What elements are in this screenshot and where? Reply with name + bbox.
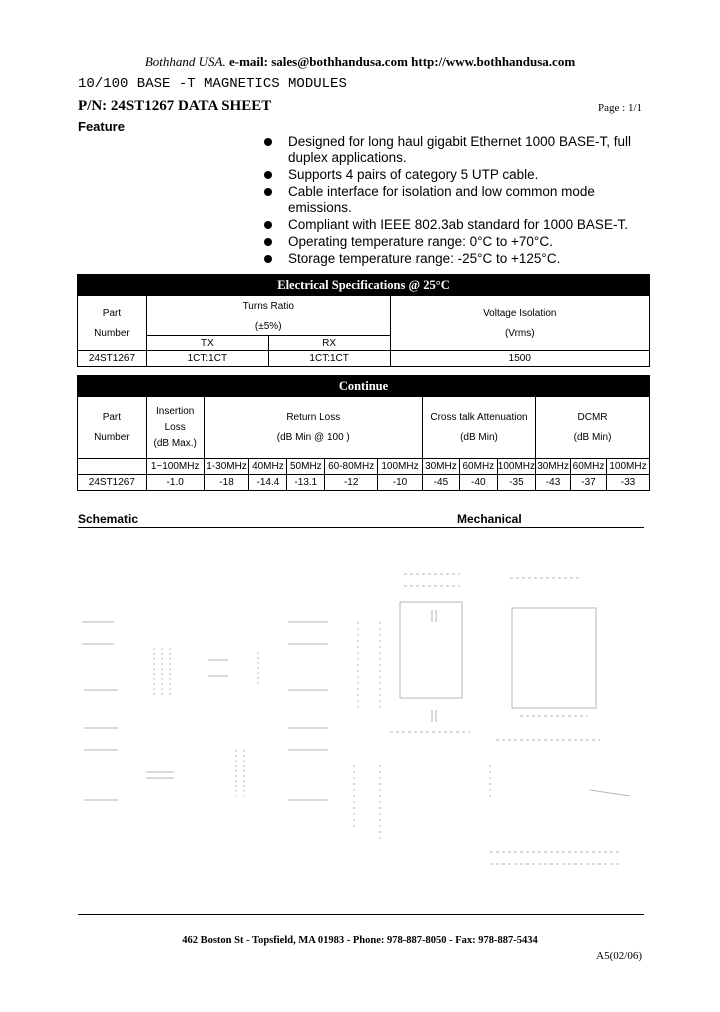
value-cell: -43 xyxy=(536,475,571,491)
rx-value: 1CT:1CT xyxy=(268,351,390,367)
freq-cell: 100MHz xyxy=(606,459,649,475)
freq-cell: 30MHz xyxy=(536,459,571,475)
document-title: 10/100 BASE -T MAGNETICS MODULES xyxy=(78,76,347,92)
revision-label: A5(02/06) xyxy=(596,950,642,962)
freq-cell: 50MHz xyxy=(287,459,325,475)
feature-item: Storage temperature range: -25°C to +125°C. xyxy=(262,251,642,267)
freq-cell: 1~100MHz xyxy=(146,459,204,475)
mechanical-drawing xyxy=(340,560,640,880)
value-cell: -37 xyxy=(571,475,607,491)
freq-cell: 60MHz xyxy=(459,459,497,475)
value-cell: -45 xyxy=(422,475,459,491)
value-cell: -12 xyxy=(325,475,378,491)
table-title: Electrical Specifications @ 25°C xyxy=(78,275,650,296)
part-cell: 24ST1267 xyxy=(78,475,147,491)
part-cell: 24ST1267 xyxy=(78,351,147,367)
feature-heading: Feature xyxy=(78,119,125,134)
freq-cell: 100MHz xyxy=(497,459,535,475)
value-cell: -33 xyxy=(606,475,649,491)
section-divider xyxy=(78,527,644,528)
value-cell: -40 xyxy=(459,475,497,491)
page-header xyxy=(0,54,720,70)
company-name: Bothhand USA. xyxy=(144,54,226,69)
value-cell: -35 xyxy=(497,475,535,491)
freq-cell: 60MHz xyxy=(571,459,607,475)
turns-tolerance: (±5%) xyxy=(146,318,390,336)
mechanical-heading: Mechanical xyxy=(457,512,522,526)
dcmr-header: DCMR (dB Min) xyxy=(536,397,650,459)
part-number-title: P/N: 24ST1267 DATA SHEET xyxy=(78,98,272,114)
value-cell: -14.4 xyxy=(249,475,287,491)
value-cell: -1.0 xyxy=(146,475,204,491)
feature-item: Designed for long haul gigabit Ethernet 1000 BASE-T, full duplex applications. xyxy=(262,134,642,166)
freq-cell: 30MHz xyxy=(422,459,459,475)
freq-cell: 100MHz xyxy=(378,459,423,475)
feature-item: Operating temperature range: 0°C to +70°C. xyxy=(262,234,642,250)
freq-cell: 40MHz xyxy=(249,459,287,475)
feature-item: Supports 4 pairs of category 5 UTP cable. xyxy=(262,167,642,183)
isolation-header: Voltage Isolation (Vrms) xyxy=(390,296,649,351)
feature-list xyxy=(262,134,642,268)
freq-cell: 60-80MHz xyxy=(325,459,378,475)
tx-value: 1CT:1CT xyxy=(146,351,268,367)
page-number: Page : 1/1 xyxy=(598,102,642,114)
crosstalk-header: Cross talk Attenuation (dB Min) xyxy=(422,397,535,459)
turns-ratio-header: Turns Ratio xyxy=(146,296,390,318)
schematic-heading: Schematic xyxy=(78,512,139,526)
isolation-value: 1500 xyxy=(390,351,649,367)
insertion-loss-header: Insertion Loss (dB Max.) xyxy=(146,397,204,459)
return-loss-header: Return Loss (dB Min @ 100 ) xyxy=(204,397,422,459)
value-cell: -10 xyxy=(378,475,423,491)
feature-item: Cable interface for isolation and low common mode emissions. xyxy=(262,184,642,216)
electrical-spec-table xyxy=(77,274,650,367)
rx-header: RX xyxy=(268,336,390,351)
value-cell: -18 xyxy=(204,475,249,491)
part-header: Part Number xyxy=(78,296,147,351)
tx-header: TX xyxy=(146,336,268,351)
contact-info: e-mail: sales@bothhandusa.com http://www.bothhandusa.com xyxy=(228,54,576,69)
schematic-drawing xyxy=(78,560,348,860)
footer-divider xyxy=(78,914,644,915)
part-header: Part Number xyxy=(78,397,147,459)
footer-address: 462 Boston St - Topsfield, MA 01983 - Phone: 978-887-8050 - Fax: 978-887-5434 xyxy=(182,935,538,946)
value-cell: -13.1 xyxy=(287,475,325,491)
blank-cell xyxy=(78,459,147,475)
table-title: Continue xyxy=(78,376,650,397)
freq-cell: 1-30MHz xyxy=(204,459,249,475)
continue-spec-table xyxy=(77,375,650,491)
feature-item: Compliant with IEEE 802.3ab standard for 1000 BASE-T. xyxy=(262,217,642,233)
